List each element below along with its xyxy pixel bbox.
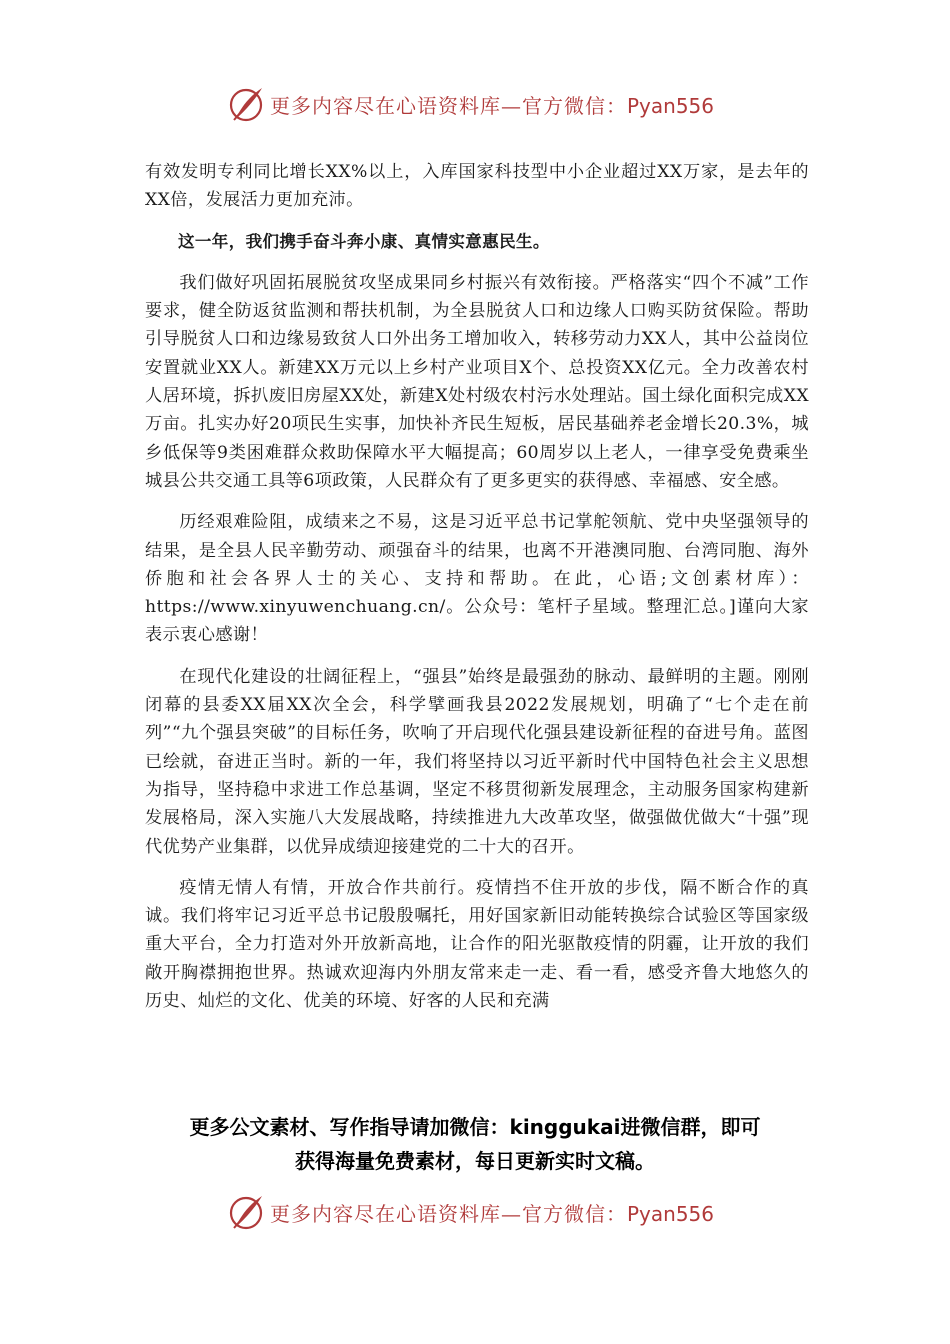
section-heading: 这一年，我们携手奋斗奔小康、真情实意惠民生。 [178,231,550,251]
document-body [145,158,809,1015]
paragraph-4: 历经艰难险阻，成绩来之不易，这是习近平总书记掌舵领航、党中央坚强领导的结果，是全县人民辛勤劳动、顽强奋斗的结果，也离不开港澳同胞、台湾同胞、海外侨胞和社会各界人士的关心、支持和帮助。在此，心语;文创素材库）：https://www.xinyuwenchuang.cn/。公众号：笔杆子星域。整理汇总。]谨向大家表示衷心感谢！ [145,512,809,646]
paragraph-6: 疫情无情人有情，开放合作共前行。疫情挡不住开放的步伐，隔不断合作的真诚。我们将牢记习近平总书记殷殷嘱托，用好国家新旧动能转换综合试验区等国家级重大平台，全力打造对外开放新高地，让合作的阳光驱散疫情的阴霾，让开放的我们敞开胸襟拥抱世界。热诚欢迎海内外朋友常来走一走、看一看，感受齐鲁大地悠久的历史、灿烂的文化、优美的环境、好客的人民和充满 [145,877,809,1012]
paragraph-5: 在现代化建设的壮阔征程上，“强县”始终是最强劲的脉动、最鲜明的主题。刚刚闭幕的县委XX届XX次全会，科学擘画我县2022发展规划，明确了“七个走在前列”“九个强县突破”的目标任务，吹响了开启现代化强县建设新征程的奋进号角。蓝图已绘就，奋进正当时。新的一年，我们将坚持以习近平新时代中国特色社会主义思想为指导，坚持稳中求进工作总基调，坚定不移贯彻新发展理念，主动服务国家构建新发展格局，深入实施八大发展战略，持续推进九大改革攻坚，做强做优做大“十强”现代优势产业集群，以优异成绩迎接建党的二十大的召开。 [145,666,809,857]
paragraph-1: 有效发明专利同比增长XX%以上，入库国家科技型中小企业超过XX万家，是去年的XX倍，发展活力更加充沛。 [145,162,809,211]
quill-pen-logo-icon [226,84,266,124]
paragraph-3: 我们做好巩固拓展脱贫攻坚成果同乡村振兴有效衔接。严格落实“四个不减”工作要求，健全防返贫监测和帮扶机制，为全县脱贫人口和边缘人口购买防贫保险。帮助引导脱贫人口和边缘易致贫人口外出务工增加收入，转移劳动力XX人，其中公益岗位安置就业XX人。新建XX万元以上乡村产业项目X个、总投资XX亿元。全力改善农村人居环境，拆扒废旧房屋XX处，新建X处村级农村污水处理站。国土绿化面积完成XX万亩。扎实办好20项民生实事，加快补齐民生短板，居民基础养老金增长20.3%，城乡低保等9类困难群众救助保障水平大幅提高；60周岁以上老人，一律享受免费乘坐城县公共交通工具等6项政策，人民群众有了更多更实的获得感、幸福感、安全感。 [145,272,809,491]
quill-pen-logo-icon [226,1192,266,1232]
header-banner-text: 更多内容尽在心语资料库—官方微信：Pyan556 [270,93,715,118]
footer-note-line-2: 获得海量免费素材，每日更新实时文稿。 [295,1149,655,1173]
footer-wechat-id: Pyan556 [627,1201,715,1226]
footer-banner-text: 更多内容尽在心语资料库—官方微信：Pyan556 [270,1201,715,1226]
footer-note-line-1: 更多公文素材、写作指导请加微信：kinggukai进微信群，即可 [189,1115,761,1139]
header-banner [226,82,714,126]
footer-note [120,1110,830,1178]
header-wechat-id: Pyan556 [627,93,715,118]
footer-banner [226,1190,714,1234]
